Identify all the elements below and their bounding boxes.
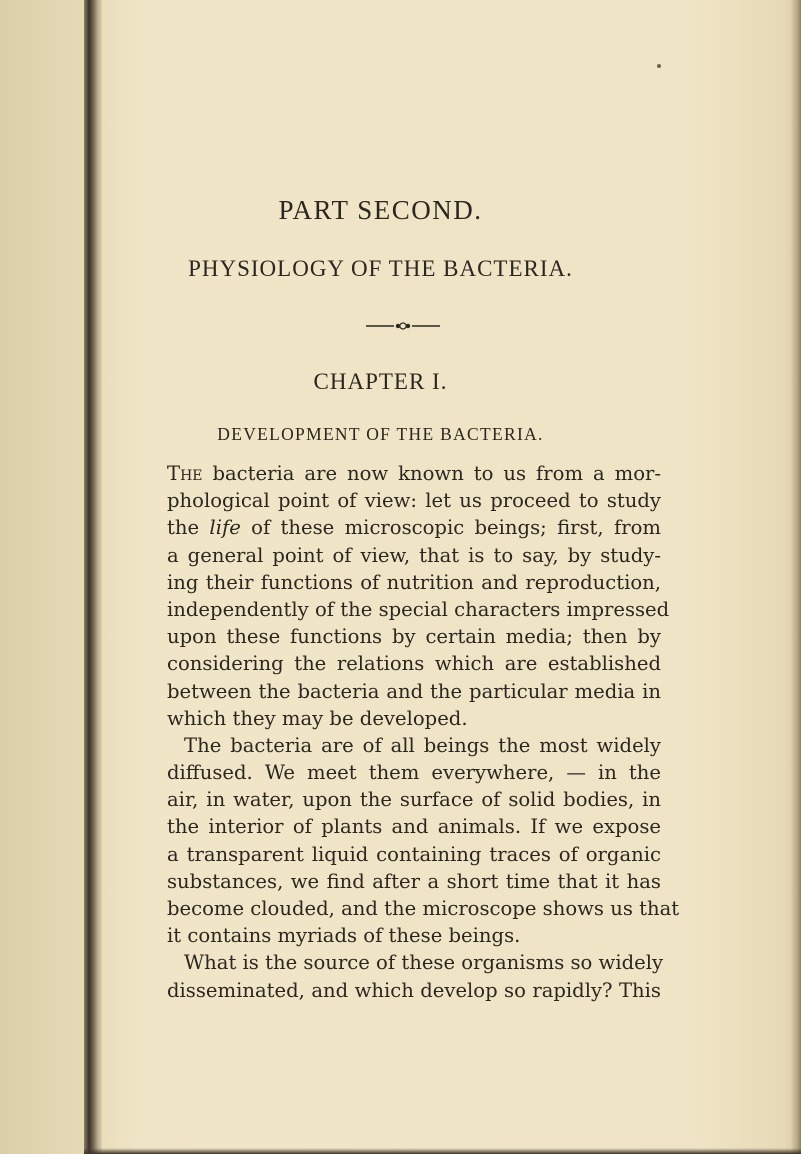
text-line: ing their functions of nutrition and reproduction, <box>167 570 661 594</box>
text-line: diffused. We meet them everywhere, — in the <box>167 761 661 785</box>
paper-speck <box>657 64 661 68</box>
text-line: The bacteria are now known to us from a mor- <box>167 462 661 485</box>
text-line: substances, we find after a short time that it has <box>167 869 661 893</box>
text-line: between the bacteria and the particular media in <box>167 679 661 703</box>
book-binding-gutter <box>84 0 102 1154</box>
text-line: What is the source of these organisms so widely <box>184 951 664 975</box>
drop-first-word: The <box>167 462 203 485</box>
page-right-edge <box>791 0 801 1154</box>
text-line: the interior of plants and animals. If we expose <box>167 815 661 839</box>
part-title: PART SECOND. <box>278 195 483 225</box>
text-line: it contains myriads of these beings. <box>167 924 521 948</box>
text-line: a general point of view, that is to say, by study- <box>167 543 661 567</box>
text-line: a transparent liquid containing traces of organic <box>167 842 661 866</box>
italic-word: life <box>209 516 241 540</box>
text-line: considering the relations which are established <box>167 652 661 676</box>
text-line: become clouded, and the microscope shows us that <box>167 897 680 920</box>
text-line: which they may be developed. <box>167 706 468 730</box>
ornament-divider-icon <box>366 321 440 331</box>
text-line: independently of the special characters impressed <box>167 597 670 621</box>
text-line: upon these functions by certain media; then by <box>167 625 661 649</box>
body-text <box>167 460 680 1004</box>
chapter-heading: CHAPTER I. <box>313 369 448 394</box>
text-line: phological point of view: let us proceed to study <box>167 489 661 513</box>
page-bottom-shadow <box>84 1148 801 1154</box>
text-line: disseminated, and which develop so rapidly? This <box>167 978 661 1002</box>
text-line: air, in water, upon the surface of solid bodies, in <box>167 788 661 812</box>
text-line: The bacteria are of all beings the most widely <box>184 733 661 757</box>
text-line: the life of these microscopic beings; first, from <box>167 516 661 540</box>
chapter-title: DEVELOPMENT OF THE BACTERIA. <box>217 424 544 444</box>
part-subtitle: PHYSIOLOGY OF THE BACTERIA. <box>188 256 573 281</box>
